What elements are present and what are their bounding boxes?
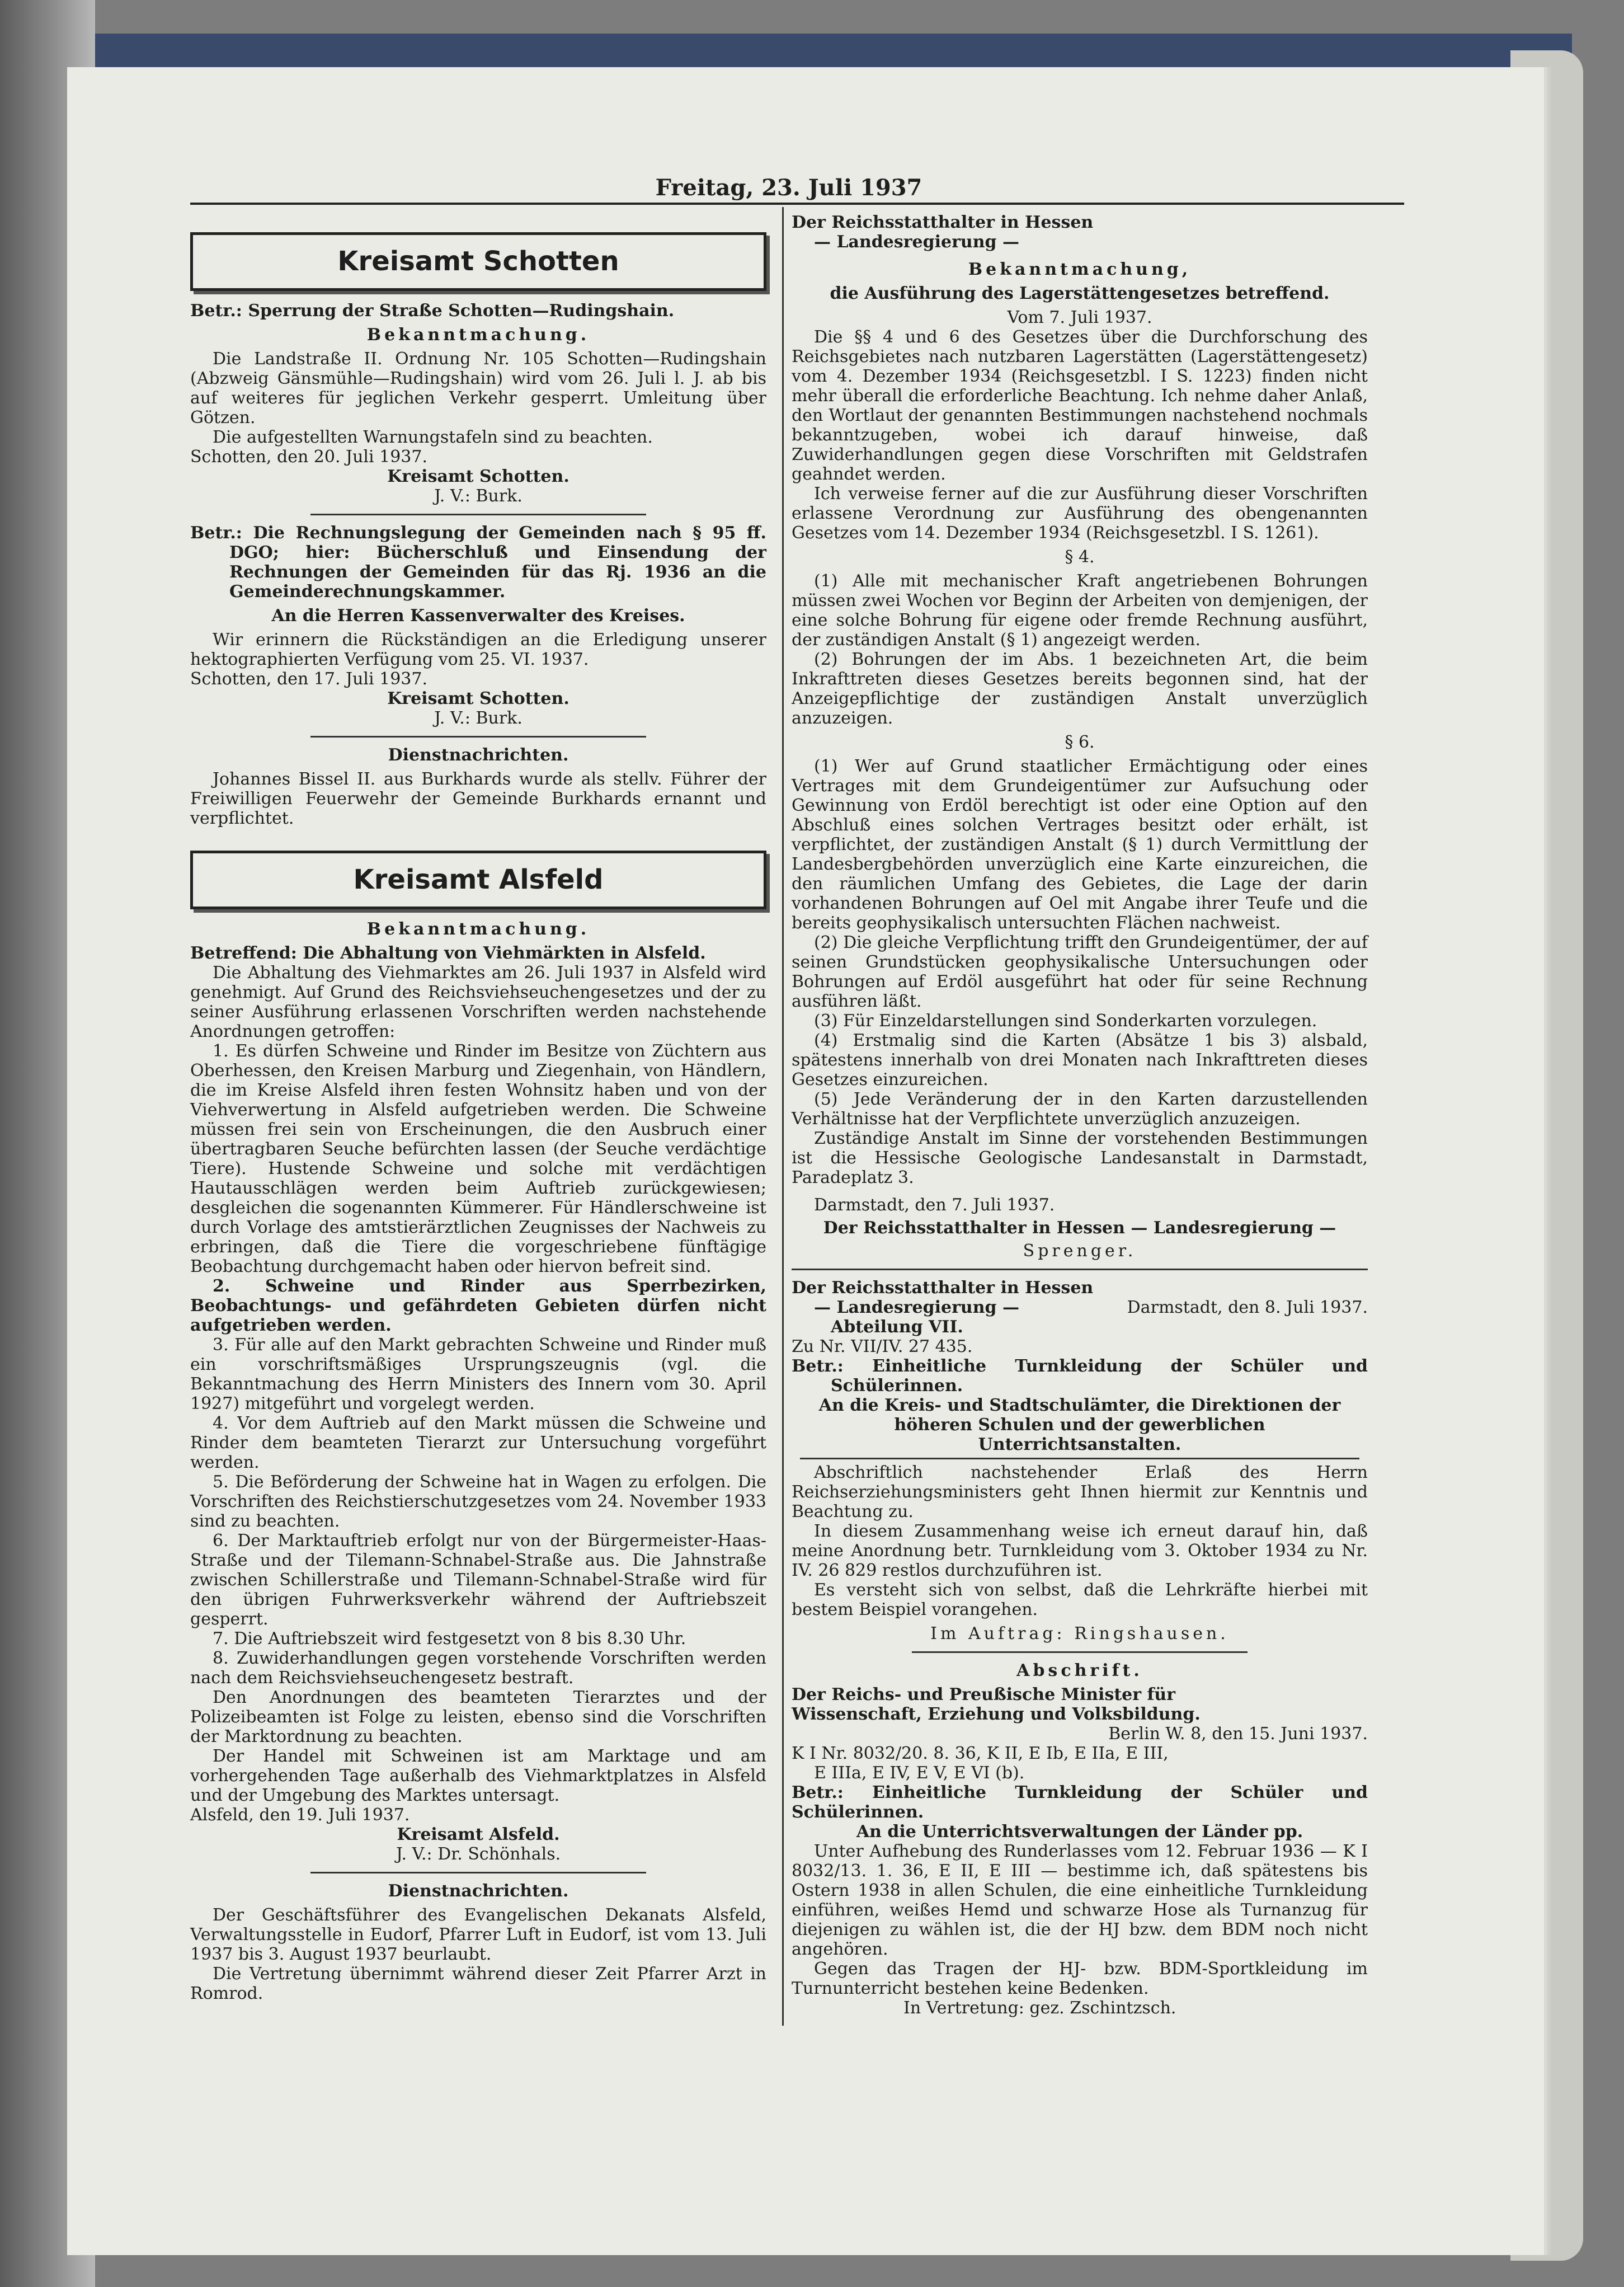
notice-paragraph: (4) Erstmalig sind die Karten (Absätze 1 bis 3) alsbald, spätestens innerhalb von drei Monaten nach Inkrafttreten dieses Gesetzes einzureichen. <box>792 1031 1368 1090</box>
notice-paragraph: Zuständige Anstalt im Sinne der vorstehenden Bestimmungen ist die Hessische Geologische Landesanstalt in Darmstadt, Paradeplatz 3. <box>792 1129 1368 1187</box>
letter-place-date: Darmstadt, den 8. Juli 1937. <box>1127 1298 1368 1317</box>
notice-paragraph: 4. Vor dem Auftrieb auf den Markt müssen die Schweine und Rinder dem beamteten Tierarzt zur Untersuchung vorgeführt werden. <box>190 1413 766 1472</box>
section-box-kreisamt-schotten: Kreisamt Schotten <box>190 232 766 291</box>
notice-paragraph: (3) Für Einzeldarstellungen sind Sonderkarten vorzulegen. <box>814 1011 1317 1031</box>
notice-heading: Bekanntmachung. <box>366 919 590 939</box>
notice-paragraph: Die Vertretung übernimmt während dieser Zeit Pfarrer Arzt in Romrod. <box>190 1964 766 2003</box>
notice-paragraph: 1. Es dürfen Schweine und Rinder im Besitze von Züchtern aus Oberhessen, den Kreisen Marburg und Ziegenhain, von Händlern, die im Kreise Alsfeld ihren festen Wohnsitz haben und von der Viehverwertung in Alsfeld aufgetrieben werden. Die Schweine müssen frei sein von Erscheinungen, die den Ausbruch einer übertragbaren Seuche befürchten lassen (der Seuche verdächtige Tiere). Hustende Schweine und solche mit verdächtigen Hautausschlägen werden beim Auftrieb zurückgewiesen; desgleichen die sogenannten Kümmerer. Für Händlerschweine ist durch Vorlage des amtstierärztlichen Zeugnisses der Nachweis zu erbringen, daß die Tiere die vorgeschriebene fünftägige Beobachtung durchgemacht haben oder hiervon befreit sind. <box>190 1041 766 1276</box>
notice-paragraph: (5) Jede Veränderung der in den Karten darzustellenden Verhältnisse hat der Verpflichtete unverzüglich anzuzeigen. <box>792 1090 1368 1129</box>
reference-number: E IIIa, E IV, E V, E VI (b). <box>814 1763 1025 1783</box>
authority-line: Wissenschaft, Erziehung und Volksbildung. <box>792 1704 1201 1724</box>
notice-signature: J. V.: Burk. <box>434 486 522 506</box>
notice-paragraph: (2) Bohrungen der im Abs. 1 bezeichneten Art, die beim Inkrafttreten dieses Gesetzes bereits begonnen sind, hat der Anzeigepflichtige der zuständigen Anstalt unverzüglich anzuzeigen. <box>792 650 1368 728</box>
notice-signature-office: Der Reichsstatthalter in Hessen — Landesregierung — <box>823 1218 1336 1238</box>
section-box-kreisamt-alsfeld: Kreisamt Alsfeld <box>190 851 766 909</box>
separator-rule <box>800 1458 1359 1459</box>
notice-date: Schotten, den 20. Juli 1937. <box>190 447 428 467</box>
notice-paragraph: Abschriftlich nachstehender Erlaß des Herrn Reichserziehungsministers geht Ihnen hiermit zur Kenntnis und Beachtung zu. <box>792 1463 1368 1521</box>
notice-signature: Im Auftrag: Ringshausen. <box>930 1624 1229 1643</box>
notice-subject: Betr.: Die Rechnungslegung der Gemeinden nach § 95 ff. DGO; hier: Bücherschluß und Einsendung der Rechnungen der Gemeinden für das Rj. 1936 an die Gemeinderechnungskammer. <box>190 523 766 602</box>
right-column <box>792 213 1368 2018</box>
notice-date: Schotten, den 17. Juli 1937. <box>190 669 428 689</box>
notice-heading: Bekanntmachung. <box>366 325 590 345</box>
notice-paragraph: Johannes Bissel II. aus Burkhards wurde als stellv. Führer der Freiwilligen Feuerwehr der Gemeinde Burkhards ernannt und verpflichtet. <box>190 769 766 828</box>
separator-rule <box>912 1651 1248 1653</box>
reference-number: Zu Nr. VII/IV. 27 435. <box>792 1337 973 1356</box>
notice-signature: Sprenger. <box>1023 1241 1137 1261</box>
notice-paragraph: Den Anordnungen des beamteten Tierarztes und der Polizeibeamten ist Folge zu leisten, ebenso sind die Vorschriften der Marktordnung zu beachten. <box>190 1688 766 1746</box>
separator-rule <box>310 514 646 515</box>
separator-rule <box>310 1872 646 1873</box>
notice-signature: In Vertretung: gez. Zschintzsch. <box>903 1998 1176 2018</box>
section-number: § 6. <box>1065 732 1095 752</box>
notice-paragraph: Die Abhaltung des Viehmarktes am 26. Juli 1937 in Alsfeld wird genehmigt. Auf Grund des Reichsviehseuchengesetzes und der zu seiner Ausführung erlassenen Vorschriften werden nachstehende Anordnungen getroffen: <box>190 963 766 1041</box>
notice-paragraph: In diesem Zusammenhang weise ich erneut darauf hin, daß meine Anordnung betr. Turnkleidung vom 3. Oktober 1934 zu Nr. IV. 26 829 restlos durchzuführen ist. <box>792 1521 1368 1580</box>
notice-paragraph: Die §§ 4 und 6 des Gesetzes über die Durchforschung des Reichsgebietes nach nutzbaren Lagerstätten (Lagerstättengesetz) vom 4. Dezember 1934 (Reichsgesetzbl. I S. 1223) finden nicht mehr überall die erforderliche Beachtung. Ich nehme daher Anlaß, den Wortlaut der genannten Bestimmungen nachstehend nochmals bekanntzugeben, wobei ich darauf hinweise, daß Zuwiderhandlungen gegen diese Vorschriften mit Geldstrafen geahndet werden. <box>792 327 1368 484</box>
notice-paragraph: 7. Die Auftriebszeit wird festgesetzt von 8 bis 8.30 Uhr. <box>213 1629 686 1649</box>
letterhead-block <box>792 1278 1093 1337</box>
authority-line: — Landesregierung — <box>814 232 1019 252</box>
letter-place-date: Berlin W. 8, den 15. Juni 1937. <box>1108 1724 1368 1744</box>
page-date-header: Freitag, 23. Juli 1937 <box>643 175 934 201</box>
notice-paragraph: Der Geschäftsführer des Evangelischen Dekanats Alsfeld, Verwaltungsstelle in Eudorf, Pfarrer Luft in Eudorf, ist vom 13. Juli 1937 bis 3. August 1937 beurlaubt. <box>190 1905 766 1964</box>
separator-rule <box>310 736 646 738</box>
addressees: An die Unterrichtsverwaltungen der Länder pp. <box>856 1822 1303 1842</box>
separator-rule <box>792 1269 1368 1270</box>
notice-heading: Bekanntmachung, <box>968 260 1192 279</box>
header-rule <box>190 203 1404 205</box>
column-divider <box>782 207 784 2026</box>
authority-line: Der Reichsstatthalter in Hessen <box>792 1278 1094 1298</box>
notice-subject: Betr.: Einheitliche Turnkleidung der Schüler und Schülerinnen. <box>792 1783 1368 1822</box>
notice-heading: Abschrift. <box>1016 1661 1143 1680</box>
notice-paragraph: Gegen das Tragen der HJ- bzw. BDM-Sportkleidung im Turnunterricht bestehen keine Bedenken. <box>792 1959 1368 1998</box>
notice-signature-office: Kreisamt Alsfeld. <box>397 1825 560 1844</box>
notice-heading: An die Herren Kassenverwalter des Kreises. <box>271 606 685 626</box>
notice-date: Vom 7. Juli 1937. <box>1007 308 1152 327</box>
section-number: § 4. <box>1065 547 1095 567</box>
notice-date: Alsfeld, den 19. Juli 1937. <box>190 1805 410 1825</box>
notice-paragraph: (2) Die gleiche Verpflichtung trifft den Grundeigentümer, der auf seinen Grundstücken geophysikalische Untersuchungen oder Bohrungen auf Erdöl ausgeführt hat oder für seine Rechnung ausführen läßt. <box>792 933 1368 1011</box>
letterhead-row <box>792 1278 1368 1337</box>
notice-paragraph: (1) Wer auf Grund staatlicher Ermächtigung oder eines Vertrages mit dem Grundeigentümer zur Aufsuchung oder Gewinnung von Erdöl berechtigt ist oder eine Option auf den Abschluß eines solchen Vertrages besitzt oder erhält, ist verpflichtet, der zuständigen Anstalt (§ 1) durch Vermittlung der Landesbergbehörden unverzüglich eine Karte einzureichen, die den räumlichen Umfang des Gebietes, die Lage der darin vorhandenen Bohrungen auf Oel mit Angabe ihrer Teufe und die bereits geophysikalisch untersuchten Flächen nachweist. <box>792 757 1368 933</box>
notice-paragraph: Unter Aufhebung des Runderlasses vom 12. Februar 1936 — K I 8032/13. 1. 36, E II, E III — bestimme ich, daß spätestens bis Ostern 1938 in allen Schulen, die eine einheitliche Turnkleidung einführen, weißes Hemd und schwarze Hose als Turnanzug für diejenigen zu wählen ist, die der HJ bzw. dem BDM noch nicht angehören. <box>792 1842 1368 1959</box>
notice-subject: Betreffend: Die Abhaltung von Viehmärkten in Alsfeld. <box>190 943 706 963</box>
authority-line: — Landesregierung — <box>814 1298 1019 1317</box>
notice-paragraph: (1) Alle mit mechanischer Kraft angetriebenen Bohrungen müssen zwei Wochen vor Beginn der Arbeiten von demjenigen, der eine solche Bohrung für eigene oder fremde Rechnung ausführt, der zuständigen Anstalt (§ 1) angezeigt werden. <box>792 571 1368 650</box>
notice-paragraph: 8. Zuwiderhandlungen gegen vorstehende Vorschriften werden nach dem Reichsviehseuchengesetz bestraft. <box>190 1649 766 1688</box>
authority-line: Abteilung VII. <box>831 1317 963 1337</box>
notice-paragraph: Die aufgestellten Warnungstafeln sind zu beachten. <box>213 428 653 447</box>
authority-line: Der Reichs- und Preußische Minister für <box>792 1685 1176 1704</box>
notice-paragraph: Der Handel mit Schweinen ist am Marktage und am vorhergehenden Tage außerhalb des Viehmarktplatzes in Alsfeld und der Umgebung des Marktes untersagt. <box>190 1746 766 1805</box>
notice-paragraph: Wir erinnern die Rückständigen an die Erledigung unserer hektographierten Verfügung vom 25. VI. 1937. <box>190 630 766 669</box>
notice-paragraph: Es versteht sich von selbst, daß die Lehrkräfte hierbei mit bestem Beispiel vorangehen. <box>792 1580 1368 1619</box>
notice-subheading: die Ausführung des Lagerstättengesetzes betreffend. <box>830 284 1330 303</box>
notice-subject: Betr.: Sperrung der Straße Schotten—Rudingshain. <box>190 301 675 321</box>
reference-number: K I Nr. 8032/20. 8. 36, K II, E Ib, E IIa, E III, <box>792 1744 1169 1763</box>
notice-paragraph: 2. Schweine und Rinder aus Sperrbezirken, Beobachtungs- und gefährdeten Gebieten dürfen nicht aufgetrieben werden. <box>190 1276 766 1335</box>
addressees: An die Kreis- und Stadtschulämter, die Direktionen der höheren Schulen und der gewerblichen Unterrichtsanstalten. <box>818 1396 1341 1454</box>
notice-heading: Dienstnachrichten. <box>388 1881 569 1901</box>
notice-signature: J. V.: Dr. Schönhals. <box>396 1844 561 1864</box>
left-column <box>190 213 766 2003</box>
authority-line: Der Reichsstatthalter in Hessen <box>792 213 1094 232</box>
notice-heading: Dienstnachrichten. <box>388 745 569 765</box>
notice-paragraph: 6. Der Marktauftrieb erfolgt nur von der Bürgermeister-Haas-Straße und der Tilemann-Schnabel-Straße aus. Die Jahnstraße zwischen Schillerstraße und Tilemann-Schnabel-Straße wird für den übrigen Fuhrwerksverkehr während der Auftriebszeit gesperrt. <box>190 1531 766 1629</box>
notice-paragraph: 5. Die Beförderung der Schweine hat in Wagen zu erfolgen. Die Vorschriften des Reichstierschutzgesetzes vom 24. November 1933 sind zu beachten. <box>190 1472 766 1531</box>
notice-paragraph: Die Landstraße II. Ordnung Nr. 105 Schotten—Rudingshain (Abzweig Gänsmühle—Rudingshain) wird vom 26. Juli l. J. ab bis auf weiteres für jeglichen Verkehr gesperrt. Umleitung über Götzen. <box>190 349 766 428</box>
notice-date: Darmstadt, den 7. Juli 1937. <box>814 1195 1055 1215</box>
notice-signature-office: Kreisamt Schotten. <box>387 689 569 708</box>
notice-paragraph: 3. Für alle auf den Markt gebrachten Schweine und Rinder muß ein vorschriftsmäßiges Ursprungszeugnis (vgl. die Bekanntmachung des Herrn Ministers des Innern vom 30. April 1927) mitgeführt und vorgelegt werden. <box>190 1335 766 1413</box>
notice-signature: J. V.: Burk. <box>434 708 522 728</box>
notice-paragraph: Ich verweise ferner auf die zur Ausführung dieser Vorschriften erlassene Verordnung zur Ausführung des obengenannten Gesetzes vom 14. Dezember 1934 (Reichsgesetzbl. I S. 1261). <box>792 484 1368 543</box>
notice-subject: Betr.: Einheitliche Turnkleidung der Schüler und Schülerinnen. <box>792 1356 1368 1396</box>
notice-signature-office: Kreisamt Schotten. <box>387 467 569 486</box>
